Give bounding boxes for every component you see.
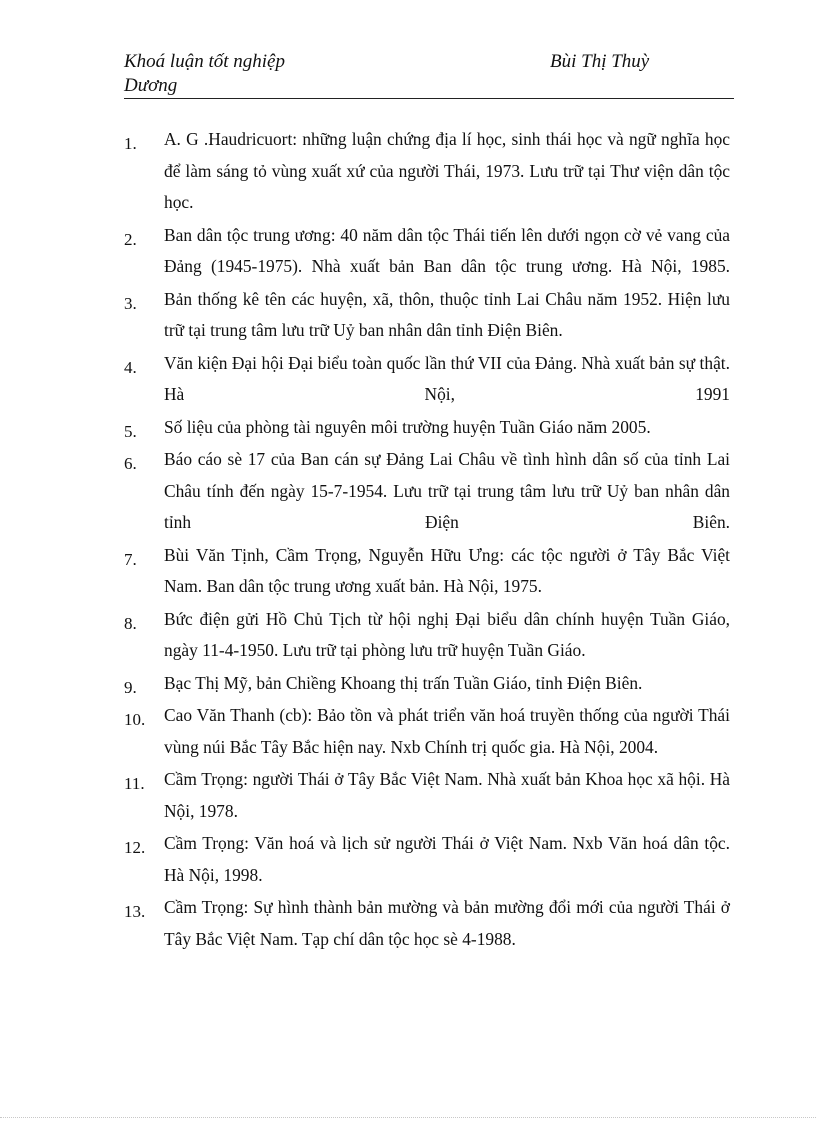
reference-text: Cầm Trọng: người Thái ở Tây Bắc Việt Nam. Nhà xuất bản Khoa học xã hội. Hà Nội, 1978. [164, 769, 730, 821]
reference-text: Bùi Văn Tịnh, Cầm Trọng, Nguyễn Hữu Ưng: các tộc người ở Tây Bắc Việt Nam. Ban dân tộc trung ương xuất bản. Hà Nội, 1975. [164, 544, 730, 596]
header-subtitle: Dương [124, 75, 178, 96]
header-divider [124, 98, 734, 99]
reference-item [124, 668, 730, 700]
reference-number: 3. [124, 293, 137, 313]
reference-number: 1. [124, 134, 137, 153]
reference-text: Số liệu của phòng tài nguyên môi trường huyện Tuần Giáo năm 2005. [164, 416, 651, 437]
reference-item [124, 540, 730, 603]
reference-item [124, 444, 730, 539]
reference-item [124, 764, 730, 827]
reference-text: Cao Văn Thanh (cb): Bảo tồn và phát triển văn hoá truyền thống của người Thái vùng núi Bắc Tây Bắc hiện nay. Nxb Chính trị quốc gia. Hà Nội, 2004. [164, 705, 730, 757]
reference-number: 10. [124, 710, 146, 729]
reference-text: Ban dân tộc trung ương: 40 năm dân tộc Thái tiến lên dưới ngọn cờ vẻ vang của Đảng (1945-1975). Nhà xuất bản Ban dân tộc trung ương. Hà Nội, 1985. [164, 224, 730, 276]
reference-item [124, 700, 730, 763]
reference-text: Bạc Thị Mỹ, bản Chiềng Khoang thị trấn Tuần Giáo, tỉnh Điện Biên. [164, 672, 643, 693]
reference-number: 2. [124, 229, 137, 249]
reference-list [124, 124, 730, 956]
reference-item [124, 220, 730, 283]
reference-item [124, 892, 730, 955]
reference-item [124, 124, 730, 219]
header-title: Khoá luận tốt nghiệp [124, 51, 285, 72]
header-author: Bùi Thị Thuỳ [550, 51, 650, 72]
reference-item [124, 284, 730, 347]
reference-number: 6. [124, 454, 137, 473]
reference-text: Cầm Trọng: Văn hoá và lịch sử người Thái ở Việt Nam. Nxb Văn hoá dân tộc. Hà Nội, 1998. [164, 833, 730, 885]
reference-text: Bản thống kê tên các huyện, xã, thôn, thuộc tỉnh Lai Châu năm 1952. Hiện lưu trữ tại trung tâm lưu trữ Uỷ ban nhân dân tỉnh Điện Biên. [164, 288, 730, 340]
reference-text: Cầm Trọng: Sự hình thành bản mường và bản mường đổi mới của người Thái ở Tây Bắc Việt Nam. Tạp chí dân tộc học sè 4-1988. [164, 897, 730, 949]
reference-number: 11. [124, 774, 145, 793]
reference-number: 8. [124, 613, 137, 633]
page-bottom-divider [0, 1117, 816, 1118]
reference-text: Bức điện gửi Hồ Chủ Tịch từ hội nghị Đại biểu dân chính huyện Tuần Giáo, ngày 11-4-1950. Lưu trữ tại phòng lưu trữ huyện Tuần Giáo. [164, 608, 730, 660]
reference-number: 7. [124, 549, 137, 569]
page-header [124, 50, 734, 100]
reference-number: 9. [124, 677, 137, 697]
reference-text: Báo cáo sè 17 của Ban cán sự Đảng Lai Châu về tình hình dân số của tỉnh Lai Châu tính đến ngày 15-7-1954. Lưu trữ tại trung tâm lưu trữ Uỷ ban nhân dân tỉnh Điện Biên. [164, 449, 730, 532]
reference-text: A. G .Haudricuort: những luận chứng địa lí học, sinh thái học và ngữ nghĩa học để làm sáng tỏ vùng xuất xứ của người Thái, 1973. Lưu trữ tại Thư viện dân tộc học. [164, 129, 730, 212]
reference-item [124, 828, 730, 891]
reference-number: 4. [124, 357, 137, 377]
reference-item [124, 412, 730, 444]
reference-number: 13. [124, 902, 146, 921]
reference-item [124, 604, 730, 667]
reference-number: 12. [124, 838, 146, 857]
reference-text: Văn kiện Đại hội Đại biểu toàn quốc lần thứ VII của Đảng. Nhà xuất bản sự thật. Hà Nội, 1991 [164, 352, 730, 404]
reference-item [124, 348, 730, 411]
reference-number: 5. [124, 421, 137, 441]
